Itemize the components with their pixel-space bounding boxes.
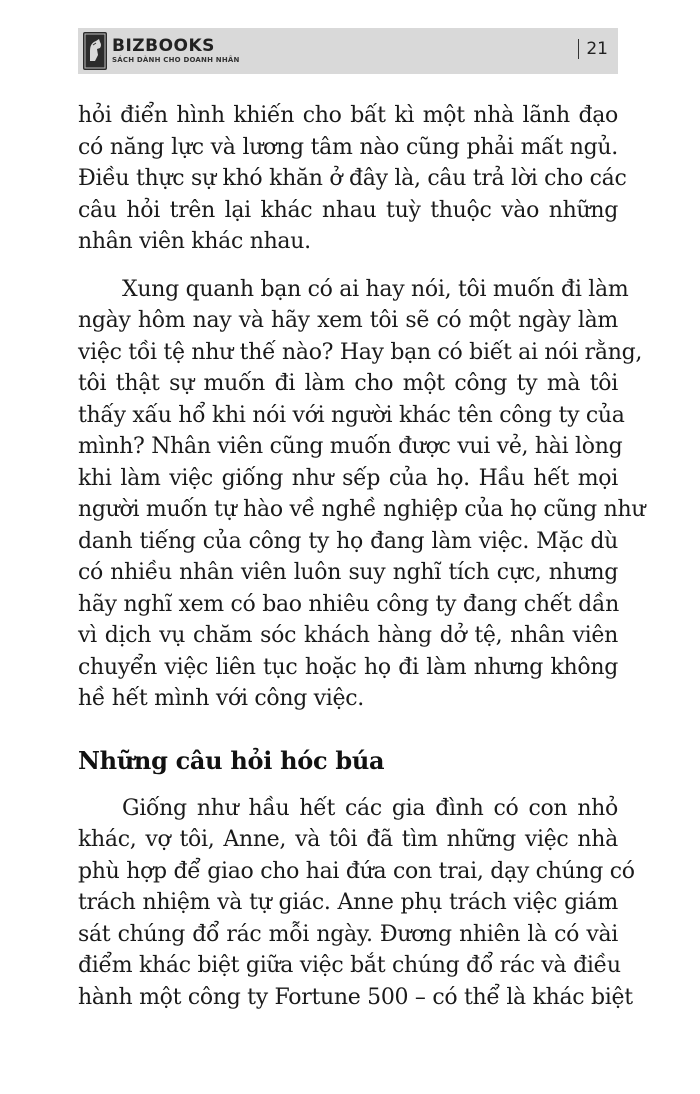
text-line: có nhiều nhân viên luôn suy nghĩ tích cực, nhưng xyxy=(78,560,618,585)
paragraph-2 xyxy=(78,274,646,715)
text-line: Điều thực sự khó khăn ở đây là, câu trả lời cho các xyxy=(78,166,627,191)
page-header xyxy=(78,28,618,74)
text-line: hành một công ty Fortune 500 – có thể là khác biệt xyxy=(78,984,633,1010)
text-line: tôi thật sự muốn đi làm cho một công ty mà tôi xyxy=(78,371,618,396)
text-line: khi làm việc giống như sếp của họ. Hầu hết mọi xyxy=(78,465,618,491)
text-line: người muốn tự hào về nghề nghiệp của họ cũng như xyxy=(78,497,646,522)
text-line: việc tồi tệ như thế nào? Hay bạn có biết ai nói rằng, xyxy=(78,339,643,365)
page-number-divider xyxy=(578,39,580,59)
paragraph-1 xyxy=(78,100,627,258)
brand-tagline: SÁCH DÀNH CHO DOANH NHÂN xyxy=(112,56,240,64)
text-line: câu hỏi trên lại khác nhau tuỳ thuộc vào những xyxy=(78,197,618,223)
text-line: khác, vợ tôi, Anne, và tôi đã tìm những việc nhà xyxy=(78,827,618,852)
section-heading: Những câu hỏi hóc búa xyxy=(78,745,385,775)
paragraph-3 xyxy=(78,793,635,1014)
text-line: trách nhiệm và tự giác. Anne phụ trách việc giám xyxy=(78,890,618,915)
text-line: vì dịch vụ chăm sóc khách hàng dở tệ, nhân viên xyxy=(78,623,618,648)
text-line: có năng lực và lương tâm nào cũng phải mất ngủ. xyxy=(78,134,618,160)
text-line: nhân viên khác nhau. xyxy=(78,229,311,254)
bizbooks-logo xyxy=(83,32,240,70)
text-line: thấy xấu hổ khi nói với người khác tên công ty của xyxy=(78,402,625,428)
text-line: hãy nghĩ xem có bao nhiêu công ty đang chết dần xyxy=(78,591,620,617)
text-line: sát chúng đổ rác mỗi ngày. Đương nhiên là có vài xyxy=(78,921,618,947)
page-number xyxy=(578,39,608,59)
text-line: điểm khác biệt giữa việc bắt chúng đổ rác và điều xyxy=(78,953,621,978)
text-line: danh tiếng của công ty họ đang làm việc. Mặc dù xyxy=(78,528,618,554)
text-line: hề hết mình với công việc. xyxy=(78,686,364,711)
page-number-value: 21 xyxy=(586,39,608,59)
brand-name: BIZBOOKS xyxy=(112,36,215,56)
body-text xyxy=(78,100,646,1029)
text-line: mình? Nhân viên cũng muốn được vui vẻ, hài lòng xyxy=(78,434,623,459)
text-line: Xung quanh bạn có ai hay nói, tôi muốn đi làm xyxy=(122,276,629,302)
text-line: phù hợp để giao cho hai đứa con trai, dạy chúng có xyxy=(78,858,635,884)
text-line: chuyển việc liên tục hoặc họ đi làm nhưng không xyxy=(78,654,618,680)
text-line: hỏi điển hình khiến cho bất kì một nhà lãnh đạo xyxy=(78,103,618,128)
horse-logo-icon xyxy=(83,32,107,70)
text-line: ngày hôm nay và hãy xem tôi sẽ có một ngày làm xyxy=(78,308,618,333)
text-line: Giống như hầu hết các gia đình có con nhỏ xyxy=(122,795,618,821)
